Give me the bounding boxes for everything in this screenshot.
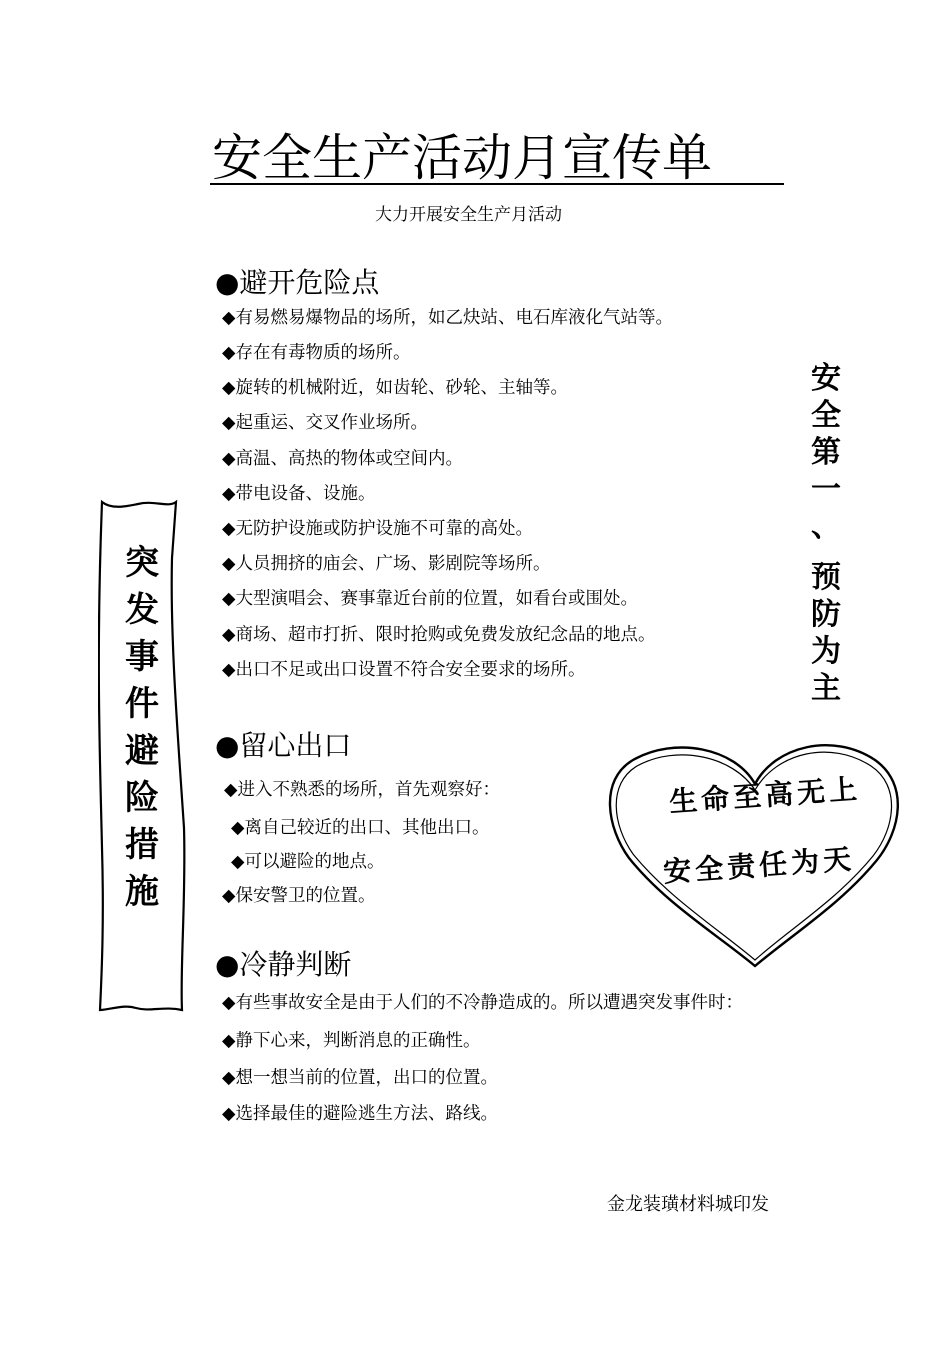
side-banner-char: 件 [125, 684, 159, 724]
list-item: ◆可以避险的地点。 [231, 852, 385, 872]
list-item: ◆选择最佳的避险逃生方法、路线。 [222, 1104, 498, 1124]
title-underline [210, 183, 784, 185]
motto-char: 、 [811, 509, 841, 544]
list-item: ◆大型演唱会、赛事靠近台前的位置，如看台或围处。 [222, 589, 638, 609]
list-item: ◆有易燃易爆物品的场所，如乙炔站、电石库液化气站等。 [222, 308, 673, 328]
list-item: ◆旋转的机械附近，如齿轮、砂轮、主轴等。 [222, 378, 568, 398]
motto-char: 预 [811, 560, 841, 595]
heart-slogan [605, 738, 903, 970]
heart-slogan-line2: 安全责任为天 [662, 842, 857, 889]
list-item: ◆存在有毒物质的场所。 [222, 343, 411, 363]
side-banner-char: 突 [125, 543, 159, 583]
list-item: ◆保安警卫的位置。 [222, 886, 376, 906]
list-item: ◆无防护设施或防护设施不可靠的高处。 [222, 519, 533, 539]
side-banner-char: 措 [125, 825, 159, 865]
motto-char: 第 [811, 435, 841, 470]
motto-char: 主 [811, 671, 841, 706]
heart-slogan-line1: 生命至高无上 [668, 772, 863, 819]
motto-char: 为 [811, 634, 841, 669]
side-banner-char: 发 [125, 590, 159, 630]
list-item: ◆起重运、交叉作业场所。 [222, 413, 428, 433]
section-heading-stay-calm: ●冷静判断 [215, 948, 352, 981]
side-banner-char: 险 [125, 778, 159, 818]
subtitle: 大力开展安全生产月活动 [375, 205, 562, 225]
page-title: 安全生产活动月宣传单 [212, 129, 712, 187]
section-heading-watch-exits: ●留心出口 [215, 729, 352, 762]
footer-issuer: 金龙装璜材料城印发 [607, 1194, 769, 1215]
side-banner-char: 施 [125, 872, 159, 912]
motto-char: 安 [811, 361, 841, 396]
list-item: ◆人员拥挤的庙会、广场、影剧院等场所。 [222, 554, 551, 574]
list-item: ◆商场、超市打折、限时抢购或免费发放纪念品的地点。 [222, 625, 656, 645]
list-item: ◆静下心来，判断消息的正确性。 [222, 1031, 481, 1051]
list-item: ◆离自己较近的出口、其他出口。 [231, 818, 490, 838]
side-banner [98, 498, 186, 1014]
list-item: ◆出口不足或出口设置不符合安全要求的场所。 [222, 660, 586, 680]
motto-char: 一 [811, 472, 841, 507]
side-banner-char: 避 [125, 731, 159, 771]
section-heading-avoid-danger: ●避开危险点 [215, 266, 380, 299]
list-item: ◆有些事故安全是由于人们的不冷静造成的。所以遭遇突发事件时： [222, 993, 743, 1013]
motto-char: 防 [811, 597, 841, 632]
motto-char: 全 [811, 398, 841, 433]
side-banner-char: 事 [125, 637, 159, 677]
list-item: ◆想一想当前的位置，出口的位置。 [222, 1068, 498, 1088]
list-item: ◆带电设备、设施。 [222, 484, 376, 504]
list-item: ◆进入不熟悉的场所，首先观察好： [224, 780, 500, 800]
motto-vertical [796, 360, 856, 707]
list-item: ◆高温、高热的物体或空间内。 [222, 449, 463, 469]
side-banner-text [98, 540, 186, 916]
